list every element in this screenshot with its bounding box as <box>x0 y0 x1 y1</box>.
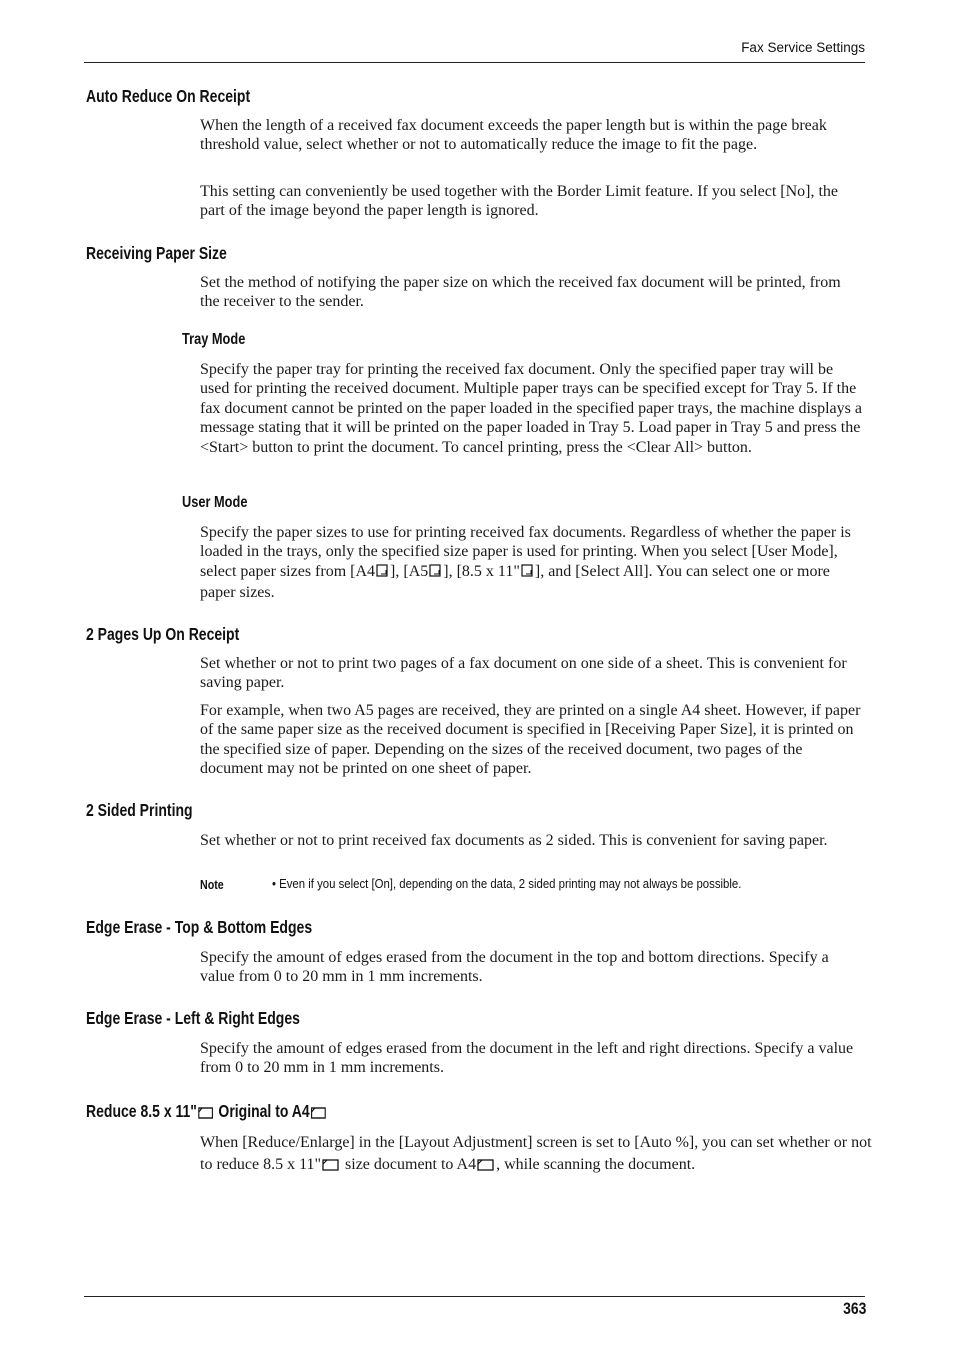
heading-tray-mode: Tray Mode <box>182 331 246 348</box>
heading-2-pages-up: 2 Pages Up On Receipt <box>86 624 240 644</box>
edge-erase-top-bottom-paragraph: Specify the amount of edges erased from the document in the top and bottom directions. Specify a value from 0 to 20 mm in 1 mm increments. <box>200 949 829 986</box>
heading-user-mode: User Mode <box>182 494 248 511</box>
auto-reduce-paragraph-2: This setting can conveniently be used together with the Border Limit feature. If you select [No], the part of the image beyond the paper length is ignored. <box>200 183 839 220</box>
page-number: 363 <box>842 1299 866 1318</box>
2-sided-paragraph: Set whether or not to print received fax documents as 2 sided. This is convenient for saving paper. <box>200 832 828 849</box>
landscape-paper-icon <box>477 1156 495 1178</box>
footer-rule <box>84 1296 865 1297</box>
tray-mode-paragraph: Specify the paper tray for printing the received fax document. Only the specified paper tray will be used for printing the received document. Multiple paper trays can be specified except for Tray 5. If the fax document cannot be printed on the paper loaded in the specified paper trays, the machine displays a message stating that it will be printed on the paper loaded in Tray 5. Load paper in Tray 5 and press the <Start> button to print the document. To cancel printing, press the <Clear All> button. <box>200 361 862 456</box>
heading-edge-erase-top-bottom: Edge Erase - Top & Bottom Edges <box>86 917 313 937</box>
auto-reduce-paragraph-1: When the length of a received fax document exceeds the paper length but is within the page break threshold value, select whether or not to automatically reduce the image to fit the page. <box>200 117 827 154</box>
heading-2-sided-printing: 2 Sided Printing <box>86 800 193 820</box>
landscape-paper-icon <box>198 1103 214 1124</box>
2-pages-up-paragraph-1: Set whether or not to print two pages of a fax document on one side of a sheet. This is convenient for saving paper. <box>200 655 847 692</box>
note-label: Note <box>200 877 224 892</box>
portrait-paper-icon <box>376 564 389 583</box>
heading-receiving-paper-size: Receiving Paper Size <box>86 243 227 263</box>
2-pages-up-paragraph-2: For example, when two A5 pages are received, they are printed on a single A4 sheet. However, if paper of the same paper size as the received document is specified in [Receiving Paper Size], it is printed on the specified size of paper. Depending on the sizes of the received document, two pages of the document may not be printed on one sheet of paper. <box>200 702 861 778</box>
receiving-paper-size-paragraph: Set the method of notifying the paper size on which the received fax document will be printed, from the receiver to the sender. <box>200 274 841 311</box>
note-text: • Even if you select [On], depending on the data, 2 sided printing may not always be possible. <box>272 877 742 891</box>
heading-auto-reduce: Auto Reduce On Receipt <box>86 86 251 106</box>
landscape-paper-icon <box>311 1103 327 1124</box>
portrait-paper-icon <box>429 564 442 583</box>
running-header: Fax Service Settings <box>741 40 865 55</box>
reduce-letter-paragraph: When [Reduce/Enlarge] in the [Layout Adjustment] screen is set to [Auto %], you can set whether or not to reduce 8.5 x 11" size document to A4 , while scanning the document. <box>200 1132 880 1178</box>
portrait-paper-icon <box>521 564 534 583</box>
edge-erase-left-right-paragraph: Specify the amount of edges erased from the document in the left and right directions. Specify a value from 0 to 20 mm in 1 mm increments. <box>200 1040 854 1077</box>
header-rule <box>84 62 865 63</box>
landscape-paper-icon <box>322 1156 340 1178</box>
heading-reduce-letter-to-a4: Reduce 8.5 x 11" Original to A4 <box>86 1101 327 1124</box>
heading-edge-erase-left-right: Edge Erase - Left & Right Edges <box>86 1008 300 1028</box>
user-mode-paragraph: Specify the paper sizes to use for printing received fax documents. Regardless of whether the paper is loaded in the trays, only the specified size paper is used for printing. When you select [User Mode], select paper sizes from [A4 ], [A5 ], [8.5 x 11" ], and [Select All]. You can select one or more paper sizes. <box>200 524 851 602</box>
